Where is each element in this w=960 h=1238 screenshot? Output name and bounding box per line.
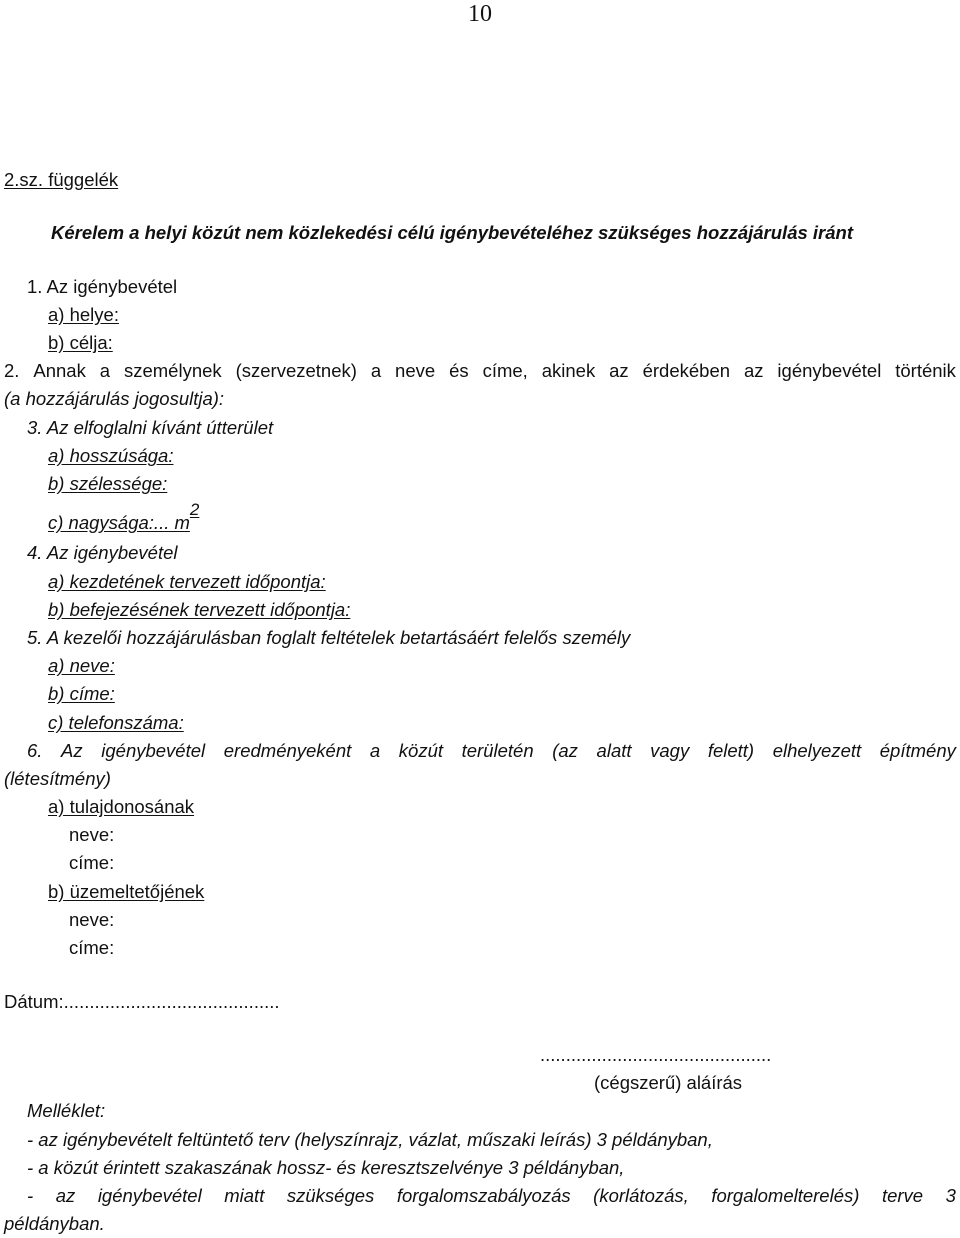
section-5b-address: b) címe: [48,683,115,704]
section-2-heading: 2. Annak a személynek (szervezetnek) a neve és címe, akinek az érdekében az igénybevétel történik [4,360,956,381]
section-3a-length: a) hosszúsága: [48,445,174,466]
page-number: 10 [468,1,492,27]
section-5-heading: 5. A kezelői hozzájárulásban foglalt feltételek betartásáért felelős személy [27,627,631,648]
section-5a-name: a) neve: [48,655,115,676]
section-4a-start: a) kezdetének tervezett időpontja: [48,571,326,592]
signature-dots: ............................................. [540,1044,772,1065]
attachment-item-2: - a közút érintett szakaszának hossz- és keresztszelvénye 3 példányban, [27,1157,625,1178]
section-6-continuation: (létesítmény) [4,768,111,789]
section-3b-width: b) szélessége: [48,473,168,494]
section-6b-operator: b) üzemeltetőjének [48,881,205,902]
attachments-title: Melléklet: [27,1100,106,1121]
section-3-heading: 3. Az elfoglalni kívánt útterület [27,417,274,438]
attachment-item-3: - az igénybevétel miatt szükséges forgalomszabályozás (korlátozás, forgalomelterelés) terve 3 [27,1185,956,1206]
date-label: Dátum:.......................................... [4,991,280,1012]
section-6a-owner-name: neve: [69,824,115,845]
section-2-continuation: (a hozzájárulás jogosultja): [4,388,225,409]
form-title: Kérelem a helyi közút nem közlekedési célú igénybevételéhez szükséges hozzájárulás iránt [51,222,853,243]
section-4-heading: 4. Az igénybevétel [27,542,178,563]
section-6b-operator-address: címe: [69,937,115,958]
section-6a-owner-address: címe: [69,852,115,873]
section-5c-phone: c) telefonszáma: [48,712,184,733]
section-6-heading: 6. Az igénybevétel eredményeként a közút területén (az alatt vagy felett) elhelyezett építmény [27,740,956,761]
section-4b-end: b) befejezésének tervezett időpontja: [48,599,351,620]
section-6a-owner: a) tulajdonosának [48,796,195,817]
signature-label: (cégszerű) aláírás [594,1072,743,1093]
section-1-heading: 1. Az igénybevétel [27,276,178,297]
section-3c-size: c) nagysága:... m2 [48,500,200,533]
appendix-title: 2.sz. függelék [4,169,119,190]
section-6b-operator-name: neve: [69,909,115,930]
section-1b-purpose: b) célja: [48,332,113,353]
attachment-item-3-continuation: példányban. [4,1213,105,1234]
attachment-item-1: - az igénybevételt feltüntető terv (helyszínrajz, vázlat, műszaki leírás) 3 példányban, [27,1129,713,1150]
section-1a-location: a) helye: [48,304,119,325]
